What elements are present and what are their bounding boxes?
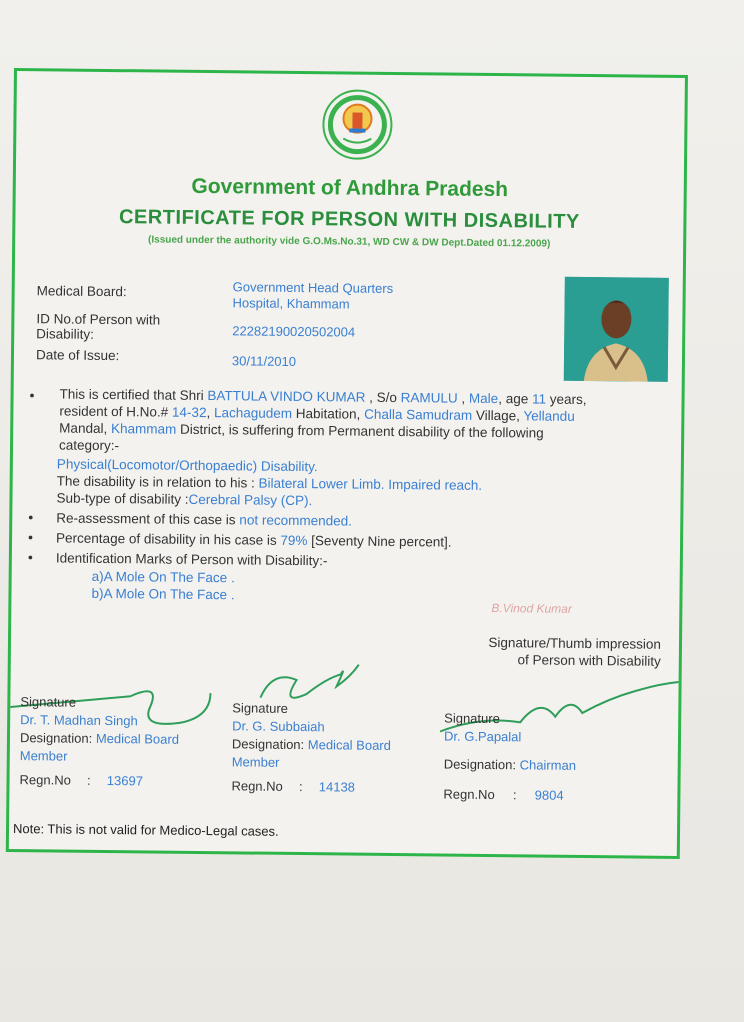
identification-marks-label: Identification Marks of Person with Disability:-: [55, 550, 328, 569]
id-label-line1: ID No.of Person with: [36, 311, 161, 328]
signatory-1-signature: Signature: [20, 694, 77, 710]
age: 11: [531, 391, 547, 407]
bullet-2: •: [28, 509, 34, 526]
disability-relation-line: The disability is in relation to his : Bilateral Lower Limb. Impaired reach.: [56, 473, 483, 493]
medical-board-value-line2: Hospital, Khammam: [232, 295, 350, 312]
signatory-2-designation: Designation: Medical Board: [231, 736, 392, 753]
certify-line-4: category:-: [58, 437, 120, 454]
certificate-title: CERTIFICATE FOR PERSON WITH DISABILITY: [118, 206, 580, 233]
faded-stamp: B.Vinod Kumar: [491, 601, 572, 616]
signatory-2-signature: Signature: [232, 700, 289, 716]
medical-board-value-line1: Government Head Quarters: [232, 279, 394, 296]
certification-paragraph: [59, 385, 660, 459]
father-name: RAMULU: [400, 390, 458, 406]
disability-subtype: Cerebral Palsy (CP).: [188, 491, 313, 509]
medical-board-label: Medical Board:: [36, 283, 127, 300]
thumb-impression-line2: of Person with Disability: [517, 652, 661, 669]
signatory-1-designation-line2: Member: [19, 748, 68, 764]
reassessment-value: not recommended.: [239, 512, 352, 529]
certify-line-2: resident of H.No.# 14-32, Lachagudem Habitation, Challa Samudram Village, Yellandu: [59, 403, 575, 424]
signatory-2-regn: Regn.No : 14138: [231, 778, 356, 795]
person-photo: [564, 277, 669, 382]
signatory-1-regn: Regn.No : 13697: [19, 772, 144, 789]
date-of-issue-label: Date of Issue:: [35, 347, 120, 364]
identification-mark-a: a)A Mole On The Face .: [91, 568, 235, 586]
habitation: Lachagudem: [213, 405, 293, 421]
person-photo-portrait-icon: [564, 277, 669, 382]
disability-category: Physical(Locomotor/Orthopaedic) Disability.: [56, 456, 318, 475]
identification-mark-b: b)A Mole On The Face .: [91, 585, 235, 603]
village: Challa Samudram: [364, 406, 473, 423]
issued-under-text: (Issued under the authority vide G.O.Ms.No.31, WD CW & DW Dept.Dated 01.12.2009): [147, 234, 551, 250]
signatory-3-regn: Regn.No : 9804: [443, 786, 564, 803]
certificate-frame: [6, 68, 688, 859]
district: Khammam: [110, 421, 177, 437]
date-of-issue-value: 30/11/2010: [231, 353, 297, 369]
thumb-impression-line1: Signature/Thumb impression: [488, 634, 662, 652]
id-value: 22282190020502004: [232, 323, 356, 340]
signatory-3-name: Dr. G.Papalal: [443, 728, 522, 745]
certify-line-1: This is certified that Shri BATTULA VINDO KUMAR , S/o RAMULU , Male, age 11 years,: [59, 386, 587, 408]
signatory-2: [231, 699, 442, 797]
signatory-2-name: Dr. G. Subbaiah: [232, 718, 325, 735]
percentage-line: Percentage of disability in his case is 79% [Seventy Nine percent].: [56, 530, 452, 550]
signatory-2-designation-line2: Member: [231, 754, 280, 770]
signatory-3-signature: Signature: [444, 710, 500, 727]
andhra-pradesh-emblem-icon: [321, 88, 394, 161]
legal-note: Note: This is not valid for Medico-Legal cases.: [12, 821, 279, 839]
reassessment-line: Re-assessment of this case is not recommended.: [56, 510, 352, 529]
id-label-line2: Disability:: [36, 326, 95, 342]
signatory-3: [443, 710, 664, 806]
disability-subtype-line: Sub-type of disability :Cerebral Palsy (CP).: [56, 490, 313, 509]
bullet-1: •: [29, 387, 35, 404]
bullet-3: •: [28, 529, 34, 546]
signatory-1-designation: Designation: Medical Board: [19, 730, 180, 747]
person-name: BATTULA VINDO KUMAR: [207, 388, 366, 405]
gender: Male: [468, 390, 499, 407]
mandal: Yellandu: [523, 408, 575, 424]
disability-relation: Bilateral Lower Limb. Impaired reach.: [258, 475, 483, 493]
government-title: Government of Andhra Pradesh: [191, 174, 509, 202]
percentage-value: 79%: [280, 532, 308, 549]
bullet-4: •: [27, 549, 33, 566]
signatory-3-designation: Designation: Chairman: [443, 756, 577, 773]
signatory-1: [19, 693, 230, 791]
signatory-1-name: Dr. T. Madhan Singh: [20, 712, 138, 729]
house-number: 14-32: [171, 404, 207, 421]
certify-line-3: Mandal, Khammam District, is suffering from Permanent disability of the following: [59, 420, 544, 441]
